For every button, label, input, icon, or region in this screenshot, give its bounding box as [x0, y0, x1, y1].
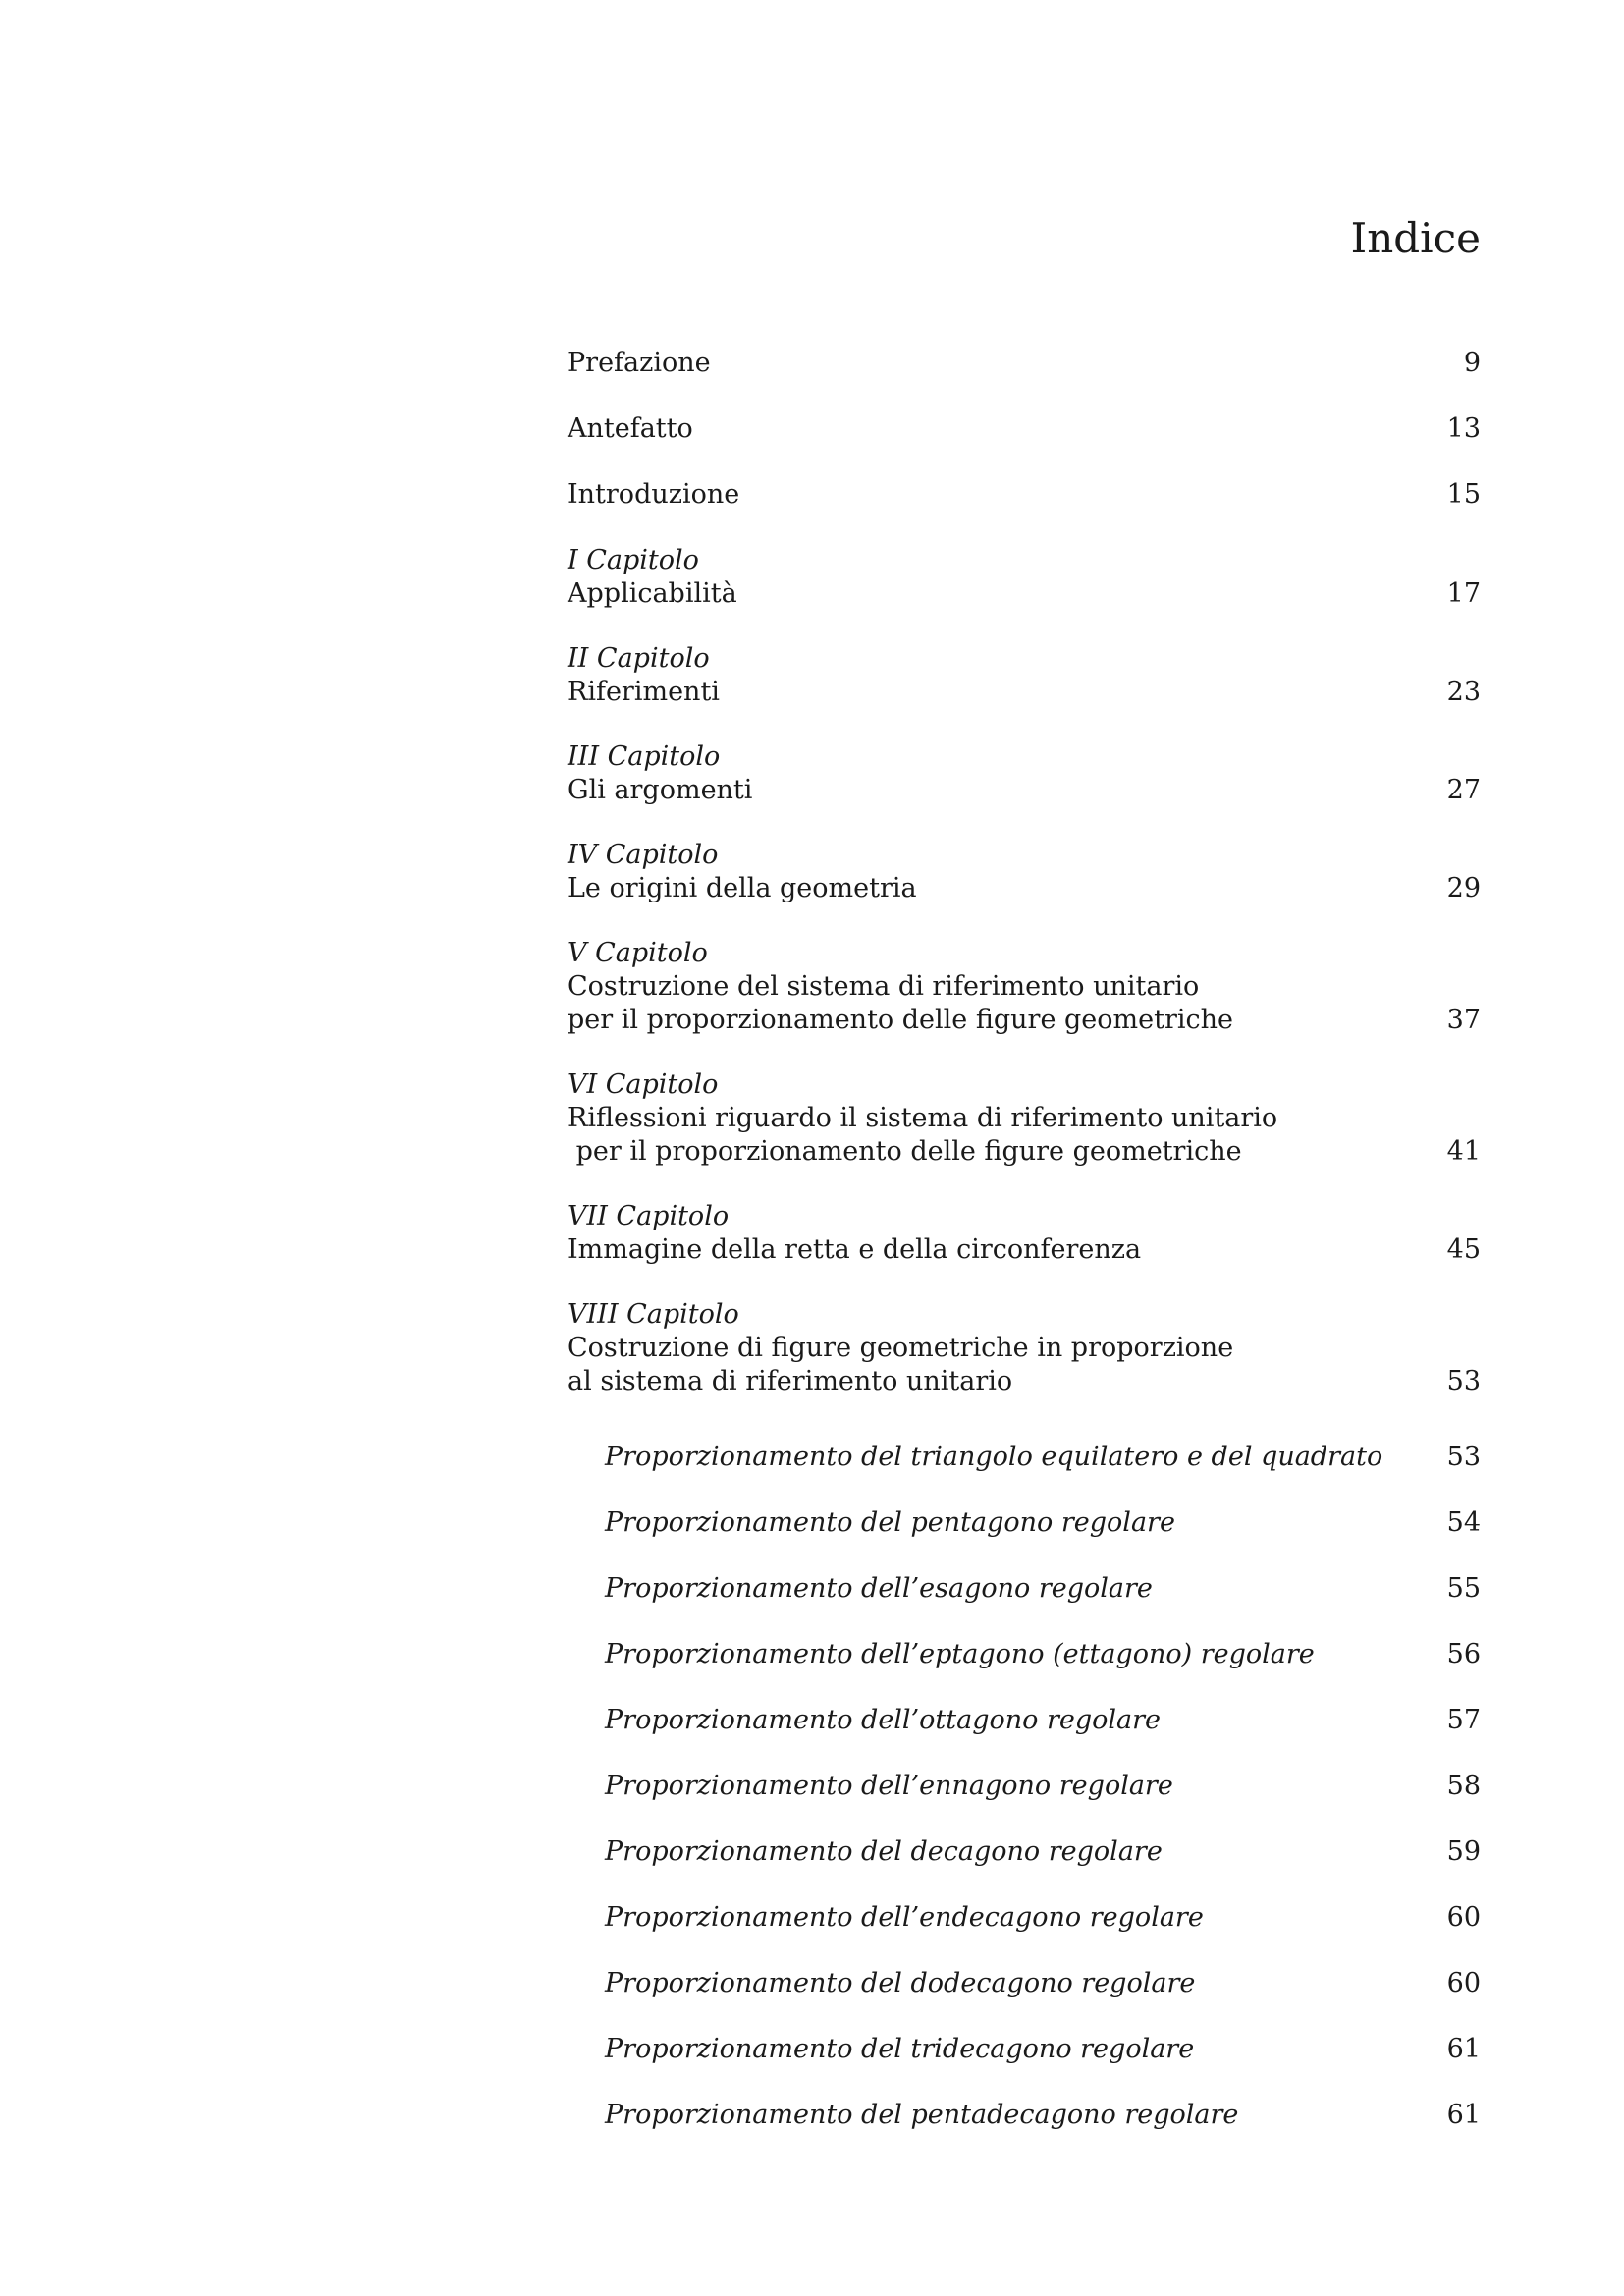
chapter-label: II Capitolo: [568, 643, 710, 674]
toc-page-number: 37: [1446, 1005, 1481, 1035]
toc-subentry-title: Proporzionamento del triangolo equilatero e del quadrato: [605, 1442, 1383, 1472]
toc-subentry-title: Proporzionamento del dodecagono regolare: [605, 1968, 1196, 1998]
toc-subentry-title: Proporzionamento del tridecagono regolare: [605, 2034, 1195, 2064]
toc-subentry: [605, 1901, 1481, 1935]
toc-page-number: 61: [1446, 2100, 1481, 2130]
toc-entry-introduzione: [568, 478, 1481, 512]
toc-entry-antefatto: [568, 412, 1481, 446]
toc-subentry: [605, 1704, 1481, 1737]
toc-subentry-title: Proporzionamento dell’endecagono regolare: [605, 1902, 1204, 1933]
toc-subentry: [605, 1770, 1481, 1803]
toc-page-number: 53: [1446, 1442, 1481, 1472]
toc-entry-title: Antefatto: [568, 413, 693, 444]
toc-entry-chapter-8: [568, 1298, 1481, 1398]
toc-page-number: 27: [1446, 775, 1481, 805]
toc-page-number: 23: [1446, 677, 1481, 707]
chapter-label: VII Capitolo: [568, 1201, 730, 1231]
toc-subentry: [605, 1835, 1481, 1869]
toc-subentry: [605, 1967, 1481, 2000]
toc-subentry: [605, 1506, 1481, 1540]
toc-page-number: 60: [1446, 1902, 1481, 1933]
toc-page-number: 57: [1446, 1705, 1481, 1735]
toc-entry-title: Prefazione: [568, 348, 711, 378]
toc-page-number: 58: [1446, 1771, 1481, 1801]
toc-page-number: 61: [1446, 2034, 1481, 2064]
toc-subentry: [605, 1638, 1481, 1671]
chapter-label: IV Capitolo: [568, 840, 719, 870]
toc-page-number: 54: [1446, 1507, 1481, 1538]
toc-subentry: [605, 1572, 1481, 1606]
toc-page-number: 56: [1446, 1639, 1481, 1669]
page-title: Indice: [1350, 214, 1481, 262]
toc-subentry-title: Proporzionamento del decagono regolare: [605, 1836, 1163, 1867]
toc-entry-prefazione: [568, 347, 1481, 380]
toc-subentry-title: Proporzionamento dell’ennagono regolare: [605, 1771, 1173, 1801]
toc-entry-chapter-3: [568, 740, 1481, 807]
toc-entry-title: Introduzione: [568, 479, 740, 510]
toc-page-number: 53: [1446, 1366, 1481, 1396]
toc-entry-title: Immagine della retta e della circonferenza: [568, 1234, 1142, 1265]
toc-entry-chapter-2: [568, 642, 1481, 709]
chapter-label: III Capitolo: [568, 741, 721, 772]
toc-subentry: [605, 2099, 1481, 2132]
table-of-contents: [568, 0, 1481, 2296]
toc-entry-title-continued: per il proporzionamento delle figure geometriche: [568, 1136, 1242, 1167]
toc-entry-title: Riflessioni riguardo il sistema di riferimento unitario: [568, 1103, 1278, 1133]
toc-entry-title: Costruzione di figure geometriche in proporzione: [568, 1333, 1234, 1363]
toc-entry-title: Gli argomenti: [568, 775, 753, 805]
toc-entry-chapter-7: [568, 1200, 1481, 1267]
toc-subentry-title: Proporzionamento del pentagono regolare: [605, 1507, 1175, 1538]
toc-page-number: 45: [1446, 1234, 1481, 1265]
toc-page-number: 41: [1446, 1136, 1481, 1167]
toc-entry-title: Riferimenti: [568, 677, 720, 707]
toc-subentry: [605, 1441, 1481, 1474]
toc-subentry-title: Proporzionamento dell’ottagono regolare: [605, 1705, 1162, 1735]
toc-entry-chapter-6: [568, 1068, 1481, 1169]
chapter-label: V Capitolo: [568, 938, 708, 968]
toc-subentry-title: Proporzionamento del pentadecagono regolare: [605, 2100, 1239, 2130]
toc-page-number: 9: [1463, 348, 1481, 378]
toc-subentry-title: Proporzionamento dell’eptagono (ettagono) regolare: [605, 1639, 1315, 1669]
chapter-label: VI Capitolo: [568, 1069, 719, 1100]
toc-subentry-title: Proporzionamento dell’esagono regolare: [605, 1573, 1153, 1604]
toc-page-number: 17: [1446, 578, 1481, 609]
chapter-label: VIII Capitolo: [568, 1299, 739, 1330]
toc-entry-chapter-1: [568, 544, 1481, 611]
chapter-label: I Capitolo: [568, 545, 699, 575]
toc-page-number: 15: [1446, 479, 1481, 510]
toc-page-number: 29: [1446, 873, 1481, 903]
toc-page-number: 13: [1446, 413, 1481, 444]
toc-page-number: 59: [1446, 1836, 1481, 1867]
toc-subentry: [605, 2033, 1481, 2066]
toc-entry-title: Applicabilità: [568, 578, 737, 609]
toc-entry-title: Costruzione del sistema di riferimento unitario: [568, 971, 1200, 1002]
toc-entry-chapter-4: [568, 839, 1481, 905]
toc-entry-title: Le origini della geometria: [568, 873, 917, 903]
toc-entry-title-continued: per il proporzionamento delle figure geometriche: [568, 1005, 1233, 1035]
toc-entry-chapter-5: [568, 937, 1481, 1037]
toc-page-number: 55: [1446, 1573, 1481, 1604]
toc-page-number: 60: [1446, 1968, 1481, 1998]
toc-entry-title-continued: al sistema di riferimento unitario: [568, 1366, 1013, 1396]
